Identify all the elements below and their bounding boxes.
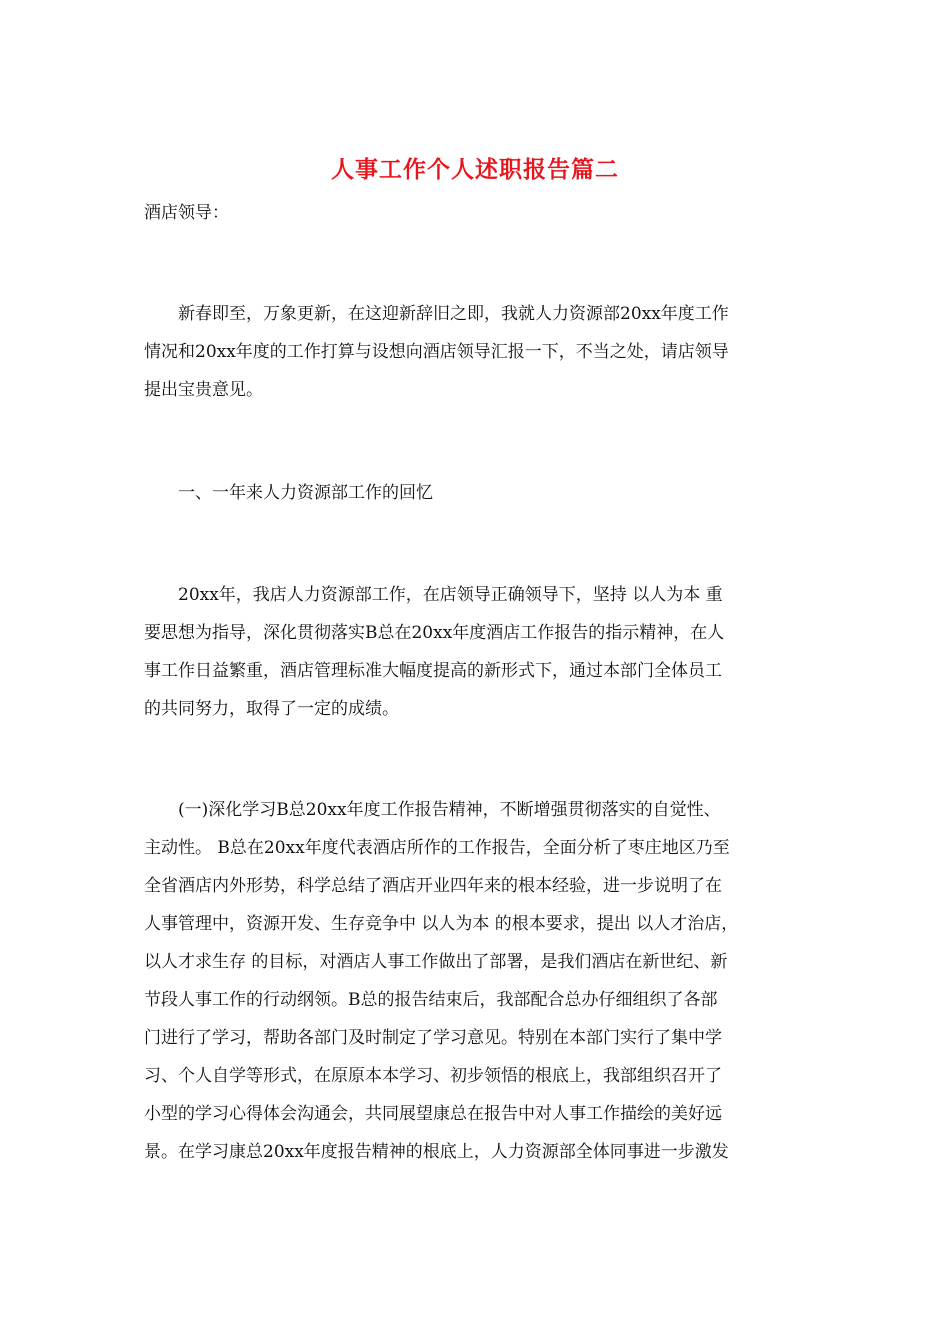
paragraph-line: (一)深化学习B总20xx年度工作报告精神，不断增强贯彻落实的自觉性、 — [144, 800, 721, 820]
paragraph-line: 20xx年，我店人力资源部工作，在店领导正确领导下，坚持 以人为本 重 — [144, 585, 723, 605]
paragraph-line: 的共同努力，取得了一定的成绩。 — [144, 699, 399, 719]
section-heading — [144, 474, 824, 512]
paragraph-intro — [144, 295, 824, 409]
paragraph-line: 主动性。 B总在20xx年度代表酒店所作的工作报告，全面分析了枣庄地区乃至 — [144, 838, 730, 858]
salutation: 酒店领导： — [144, 203, 229, 223]
paragraph-line: 全省酒店内外形势，科学总结了酒店开业四年来的根本经验，进一步说明了在 — [144, 876, 722, 896]
paragraph-line: 习、个人自学等形式，在原原本本学习、初步领悟的根底上，我部组织召开了 — [144, 1066, 722, 1086]
paragraph-line: 景。在学习康总20xx年度报告精神的根底上，人力资源部全体同事进一步激发 — [144, 1142, 729, 1162]
paragraph-line: 新春即至，万象更新，在这迎新辞旧之即，我就人力资源部20xx年度工作 — [144, 304, 729, 324]
paragraph-study — [144, 791, 824, 1171]
paragraph-line: 要思想为指导，深化贯彻落实B总在20xx年度酒店工作报告的指示精神，在人 — [144, 623, 725, 643]
paragraph-summary — [144, 576, 824, 728]
paragraph-line: 小型的学习心得体会沟通会，共同展望康总在报告中对人事工作描绘的美好远 — [144, 1104, 722, 1124]
paragraph-line: 提出宝贵意见。 — [144, 380, 263, 400]
document-title: 人事工作个人述职报告篇二 — [331, 156, 619, 183]
paragraph-line: 人事管理中，资源开发、生存竞争中 以人为本 的根本要求，提出 以人才治店， — [144, 914, 739, 934]
paragraph-line: 节段人事工作的行动纲领。B总的报告结束后，我部配合总办仔细组织了各部 — [144, 990, 718, 1010]
paragraph-line: 以人才求生存 的目标，对酒店人事工作做出了部署，是我们酒店在新世纪、新 — [144, 952, 728, 972]
paragraph-line: 门进行了学习，帮助各部门及时制定了学习意见。特别在本部门实行了集中学 — [144, 1028, 722, 1048]
heading-line: 一、一年来人力资源部工作的回忆 — [144, 483, 433, 503]
paragraph-line: 事工作日益繁重，酒店管理标准大幅度提高的新形式下，通过本部门全体员工 — [144, 661, 722, 681]
paragraph-line: 情况和20xx年度的工作打算与设想向酒店领导汇报一下，不当之处，请店领导 — [144, 342, 729, 362]
